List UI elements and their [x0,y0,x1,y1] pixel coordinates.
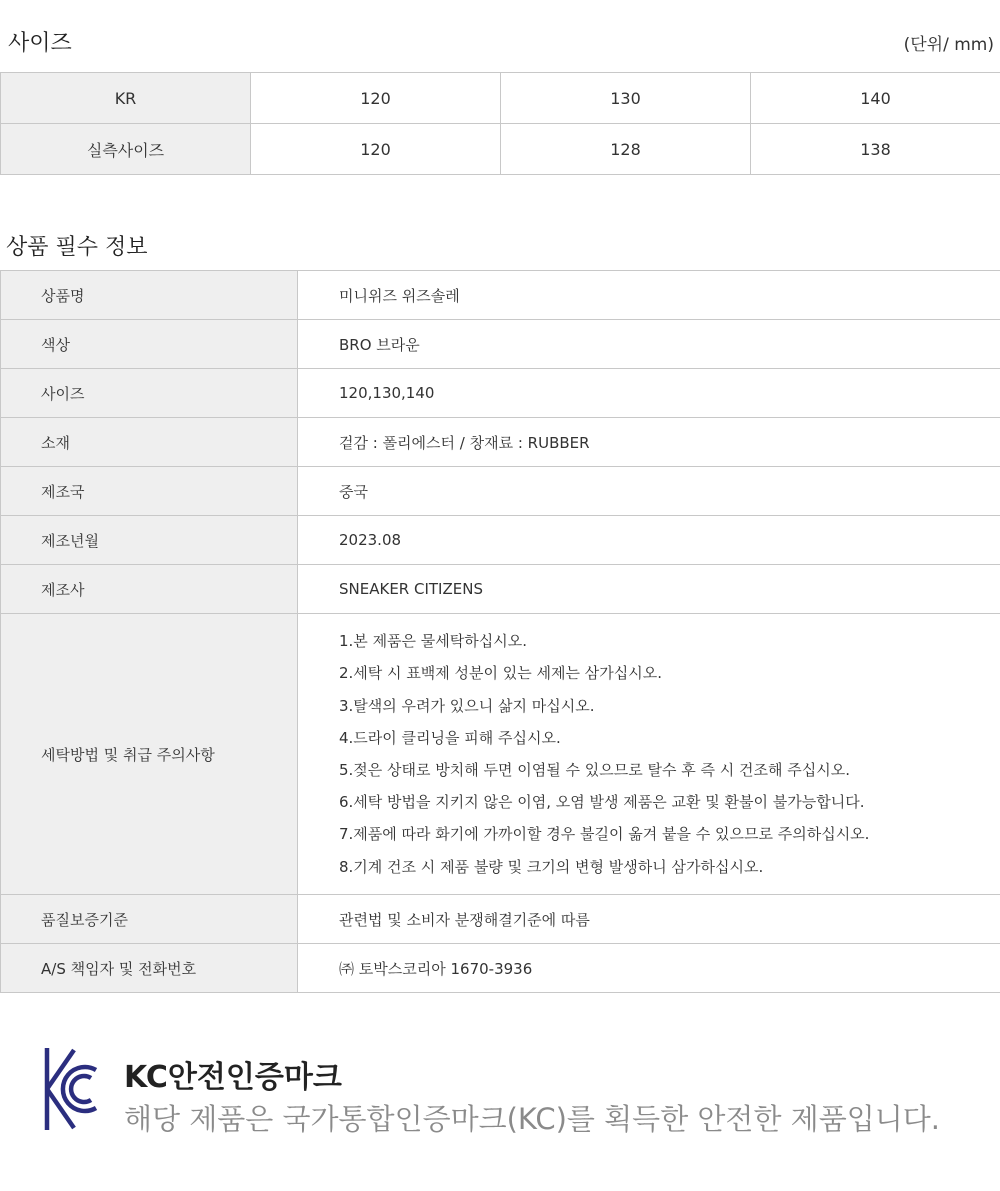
size-cell: 138 [751,124,1000,175]
info-value: SNEAKER CITIZENS [298,565,1000,614]
size-cell: 140 [751,73,1000,124]
care-item: 5.젖은 상태로 방치해 두면 이염될 수 있으므로 탈수 후 즉 시 건조해 주십시오. [339,761,850,779]
info-row-care-instructions [1,614,1000,895]
product-info-table [0,270,1000,993]
kc-description: 해당 제품은 국가통합인증마크(KC)를 획득한 안전한 제품입니다. [124,1102,940,1136]
info-value: 중국 [298,467,1000,516]
kc-certification-section [0,1040,1000,1150]
info-value: 미니위즈 위즈솔레 [298,271,1000,320]
info-row-manufacture-date [1,516,1000,565]
care-item: 7.제품에 따라 화기에 가까이할 경우 불길이 옮겨 붙을 수 있으므로 주의하십시오. [339,825,870,844]
care-item: 8.기계 건조 시 제품 불량 및 크기의 변형 발생하니 삼가하십시오. [339,857,764,876]
size-table [0,72,1000,175]
info-value: 2023.08 [298,516,1000,565]
info-row-color [1,320,1000,369]
care-item: 2.세탁 시 표백제 성분이 있는 세제는 삼가십시오. [339,664,662,683]
size-cell: 120 [251,73,501,124]
info-row-country [1,467,1000,516]
size-row-label: 실측사이즈 [1,124,251,175]
info-label: 제조국 [1,467,298,516]
info-value: 겉감 : 폴리에스터 / 창재료 : RUBBER [298,418,1000,467]
info-label: A/S 책임자 및 전화번호 [1,944,298,993]
info-label: 색상 [1,320,298,369]
info-row-quality-guarantee [1,895,1000,944]
kc-certification-mark-icon [44,1046,100,1132]
info-row-material [1,418,1000,467]
size-cell: 130 [501,73,751,124]
info-label: 제조사 [1,565,298,614]
care-item: 4.드라이 클리닝을 피해 주십시오. [339,728,561,747]
size-cell: 128 [501,124,751,175]
info-label: 제조년월 [1,516,298,565]
kc-title: KC안전인증마크 [124,1060,342,1095]
info-label: 사이즈 [1,369,298,418]
care-item: 3.탈색의 우려가 있으니 삶지 마십시오. [339,696,595,715]
info-value: 관련법 및 소비자 분쟁해결기준에 따름 [298,895,1000,944]
info-label: 세탁방법 및 취급 주의사항 [1,614,298,895]
size-cell: 120 [251,124,501,175]
care-instructions-cell [298,614,1000,895]
info-label: 상품명 [1,271,298,320]
care-item: 6.세탁 방법을 지키지 않은 이염, 오염 발생 제품은 교환 및 환불이 불가능합니다. [339,793,865,812]
info-label: 품질보증기준 [1,895,298,944]
size-unit-label: (단위/ mm) [903,35,994,55]
care-instructions-list [339,625,1000,883]
info-value: 120,130,140 [298,369,1000,418]
info-label: 소재 [1,418,298,467]
info-value: ㈜ 토박스코리아 1670-3936 [298,944,1000,993]
size-row-label: KR [1,73,251,124]
care-item: 1.본 제품은 물세탁하십시오. [339,632,528,651]
info-row-manufacturer [1,565,1000,614]
info-section-title: 상품 필수 정보 [6,235,148,260]
size-row-measured [1,124,1000,175]
info-row-as-contact [1,944,1000,993]
info-row-product-name [1,271,1000,320]
size-section-title: 사이즈 [8,31,72,56]
info-row-size [1,369,1000,418]
size-row-kr [1,73,1000,124]
size-section-header [0,0,1000,72]
info-value: BRO 브라운 [298,320,1000,369]
kc-mark-strokes [47,1048,96,1130]
